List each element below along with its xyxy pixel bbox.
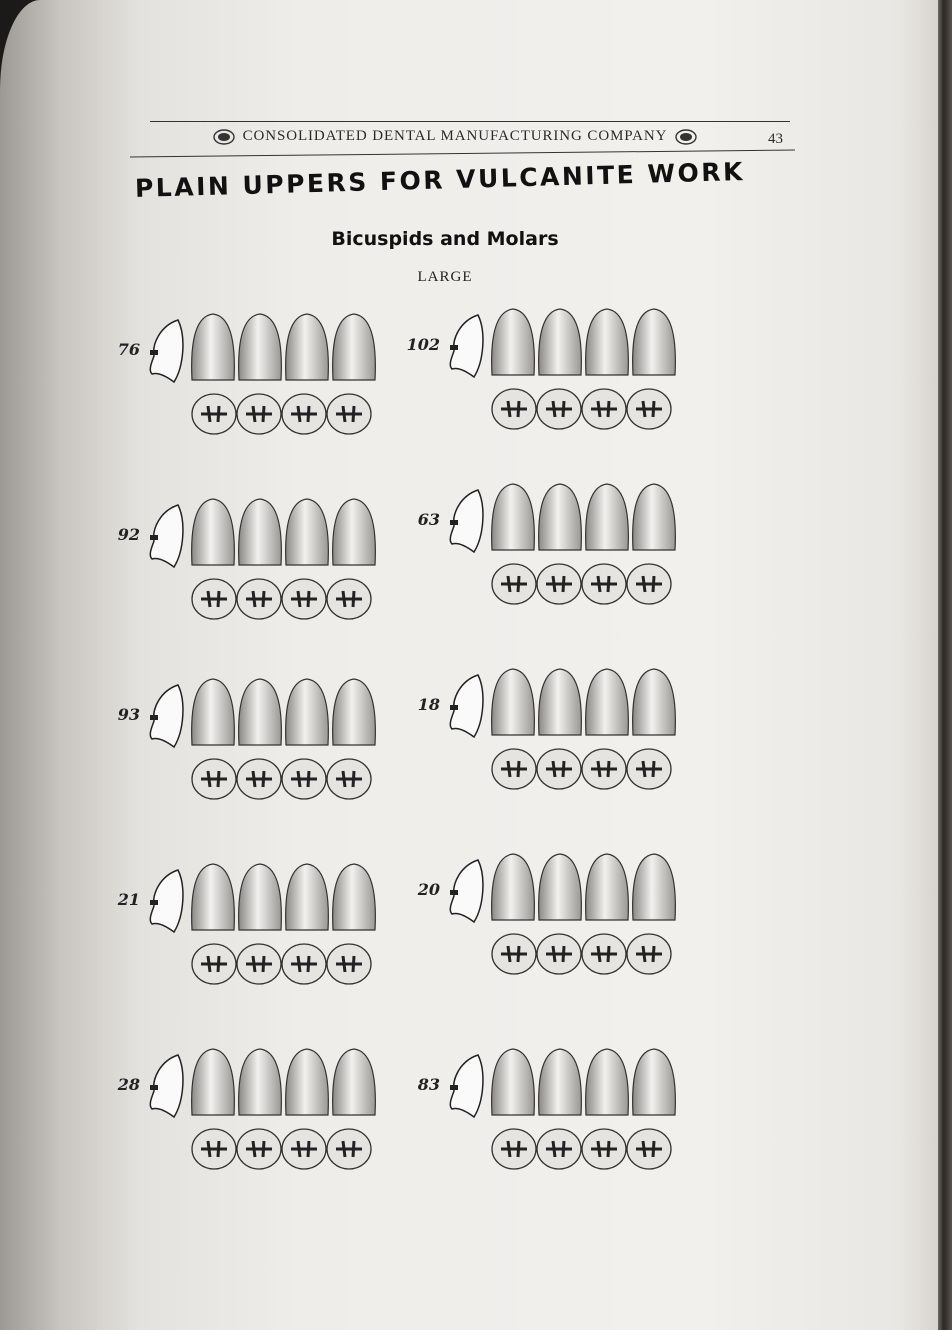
set-number: 93 (117, 705, 140, 724)
tooth-crown (586, 669, 629, 735)
tooth-crown (586, 484, 629, 550)
tooth-crown (286, 499, 329, 565)
tooth-crown (633, 484, 676, 550)
book-spine (938, 0, 952, 1330)
teeth-row-illustration (186, 310, 386, 440)
tooth-crown (539, 309, 582, 375)
teeth-set-2 (100, 495, 390, 645)
tooth-profile-icon (146, 316, 188, 388)
teeth-set-3 (400, 480, 690, 630)
tooth-crown (192, 314, 235, 380)
set-number: 92 (117, 525, 140, 544)
tooth-crown (539, 669, 582, 735)
header-rule-top (150, 121, 790, 122)
tooth-crown (633, 309, 676, 375)
set-number: 20 (417, 880, 440, 899)
tooth-crown (586, 309, 629, 375)
tooth-crown (492, 669, 535, 735)
tooth-profile-icon (446, 856, 488, 928)
tooth-crown (192, 1049, 235, 1115)
teeth-set-6 (100, 860, 390, 1010)
tooth-profile-icon (446, 486, 488, 558)
page-title: PLAIN UPPERS FOR VULCANITE WORK (134, 156, 746, 203)
teeth-set-4 (100, 675, 390, 825)
teeth-set-7 (400, 850, 690, 1000)
tooth-crown (192, 679, 235, 745)
teeth-row-illustration (486, 305, 686, 435)
teeth-set-9 (400, 1045, 690, 1195)
tooth-crown (492, 1049, 535, 1115)
tooth-crown (633, 1049, 676, 1115)
teeth-set-1 (400, 305, 690, 455)
cdm-monogram-icon (213, 129, 235, 145)
tooth-crown (492, 484, 535, 550)
tooth-crown (286, 1049, 329, 1115)
set-number: 76 (117, 340, 140, 359)
teeth-row-illustration (486, 1045, 686, 1175)
teeth-set-8 (100, 1045, 390, 1195)
tooth-crown (333, 1049, 376, 1115)
teeth-row-illustration (186, 495, 386, 625)
tooth-crown (239, 1049, 282, 1115)
set-number: 83 (417, 1075, 440, 1094)
tooth-profile-icon (146, 1051, 188, 1123)
tooth-crown (239, 864, 282, 930)
set-number: 28 (117, 1075, 140, 1094)
tooth-profile-icon (146, 501, 188, 573)
set-number: 63 (417, 510, 440, 529)
tooth-crown (586, 1049, 629, 1115)
teeth-row-illustration (486, 665, 686, 795)
tooth-crown (286, 679, 329, 745)
tooth-crown (333, 679, 376, 745)
set-number: 102 (406, 335, 440, 354)
tooth-crown (286, 864, 329, 930)
tooth-crown (633, 854, 676, 920)
set-number: 18 (417, 695, 440, 714)
page-number: 43 (768, 131, 783, 147)
tooth-profile-icon (146, 681, 188, 753)
tooth-profile-icon (446, 671, 488, 743)
tooth-crown (539, 854, 582, 920)
company-name: CONSOLIDATED DENTAL MANUFACTURING COMPANY (242, 128, 668, 144)
teeth-set-5 (400, 665, 690, 815)
tooth-crown (333, 864, 376, 930)
tooth-crown (539, 484, 582, 550)
tooth-profile-icon (446, 1051, 488, 1123)
tooth-crown (333, 499, 376, 565)
tooth-crown (239, 314, 282, 380)
cdm-monogram-icon (675, 129, 697, 145)
teeth-set-0 (100, 310, 390, 460)
set-number: 21 (117, 890, 140, 909)
tooth-crown (539, 1049, 582, 1115)
size-label: LARGE (417, 269, 473, 285)
page-subtitle: Bicuspids and Molars (331, 228, 559, 250)
tooth-crown (286, 314, 329, 380)
header-rule-bottom (130, 150, 795, 158)
tooth-crown (333, 314, 376, 380)
tooth-crown (633, 669, 676, 735)
teeth-row-illustration (186, 675, 386, 805)
tooth-crown (586, 854, 629, 920)
tooth-crown (239, 679, 282, 745)
tooth-profile-icon (446, 311, 488, 383)
tooth-profile-icon (146, 866, 188, 938)
tooth-crown (492, 854, 535, 920)
teeth-row-illustration (186, 860, 386, 990)
teeth-row-illustration (186, 1045, 386, 1175)
teeth-row-illustration (486, 480, 686, 610)
running-header (175, 128, 735, 145)
tooth-crown (239, 499, 282, 565)
tooth-crown (192, 499, 235, 565)
tooth-crown (192, 864, 235, 930)
teeth-row-illustration (486, 850, 686, 980)
tooth-crown (492, 309, 535, 375)
